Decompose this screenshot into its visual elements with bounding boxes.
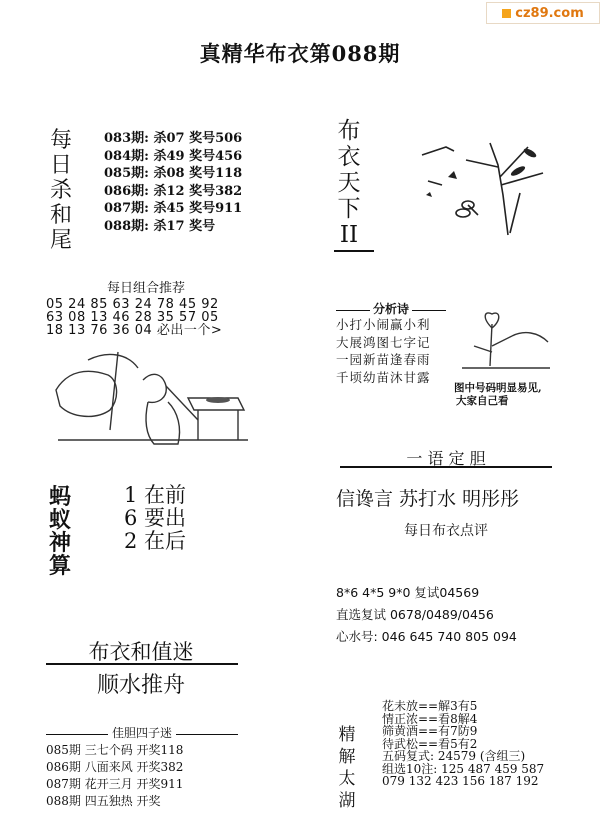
review-list bbox=[336, 582, 517, 648]
jingjie-row: 组选10注: 125 487 459 587 bbox=[382, 761, 545, 776]
poem-row: 小打小闹赢小利 bbox=[336, 317, 431, 332]
buyi-tianxia-label bbox=[336, 118, 362, 248]
ant-label bbox=[46, 486, 74, 578]
review-line: 心水号: 046 645 740 805 094 bbox=[336, 629, 517, 644]
poem-row: 一园新苗逢春雨 bbox=[336, 352, 431, 367]
jingjie-label-char: 解 bbox=[338, 747, 356, 767]
combo-heading-text: 每日组合推荐 bbox=[103, 281, 189, 296]
kill-label-char: 和 bbox=[49, 203, 72, 228]
page-title: 真精华布衣第088期 bbox=[199, 41, 401, 66]
ant-label-char: 算 bbox=[48, 553, 71, 579]
kill-row: 087期: 杀45 奖号911 bbox=[104, 201, 243, 216]
kill-row: 088期: 杀17 奖号 bbox=[104, 218, 216, 234]
four-char-row: 088期 四五独热 开奖 bbox=[46, 794, 161, 808]
yiyu-sentence: 信谗言 苏打水 明彤彤 bbox=[336, 488, 520, 510]
ant-row: 6 要出 bbox=[124, 506, 187, 530]
poem-row: 千顷幼苗沐甘露 bbox=[336, 369, 431, 385]
four-char-heading-text: 佳胆四子迷 bbox=[108, 726, 176, 740]
sage-sketch-image bbox=[48, 340, 248, 450]
jingjie-row: 079 132 423 156 187 192 bbox=[382, 774, 539, 788]
ant-label-char: 蚂 bbox=[48, 484, 71, 510]
jingjie-row: 情正浓==看8解4 bbox=[382, 711, 478, 726]
poem-heading-text: 分析诗 bbox=[370, 302, 412, 316]
site-watermark bbox=[486, 2, 600, 24]
buyi-tianxia-char: 布 bbox=[337, 118, 361, 144]
divider bbox=[46, 663, 238, 665]
combo-heading bbox=[46, 276, 246, 296]
kill-label-char: 每 bbox=[49, 128, 72, 153]
review-line: 8*6 4*5 9*0 复试04569 bbox=[336, 585, 480, 600]
jingjie-row: 花未放==解3有5 bbox=[382, 699, 478, 713]
combo-row: 18 13 76 36 04 必出一个> bbox=[46, 323, 223, 338]
combo-grid bbox=[46, 298, 222, 337]
poem-note-line: 图中号码明显易见, bbox=[454, 382, 542, 394]
kill-label-char: 日 bbox=[49, 153, 72, 178]
four-char-row: 087期 花开三月 开奖911 bbox=[46, 777, 184, 791]
watermark-square-icon bbox=[502, 9, 511, 18]
kill-row: 086期: 杀12 奖号382 bbox=[104, 183, 243, 199]
watermark-text: cz89.com bbox=[515, 5, 584, 21]
kill-row: 084期: 杀49 奖号456 bbox=[104, 148, 243, 164]
ant-label-char: 蚁 bbox=[48, 507, 71, 533]
kill-row: 083期: 杀07 奖号506 bbox=[104, 131, 243, 146]
jingjie-label-char: 湖 bbox=[338, 791, 356, 811]
combo-row: 63 08 13 46 28 35 57 05 bbox=[46, 310, 219, 325]
jingjie-list bbox=[382, 700, 544, 788]
buyi-tianxia-char: 下 bbox=[337, 196, 361, 222]
buyi-tianxia-char: 天 bbox=[337, 170, 361, 196]
branch-sketch-image bbox=[408, 125, 558, 245]
ant-row: 1 在前 bbox=[124, 483, 187, 507]
poem-heading bbox=[336, 300, 446, 317]
poem-list bbox=[336, 316, 431, 386]
yiyu-sub: 每日布衣点评 bbox=[404, 523, 488, 539]
buyi-mi-phrase: 顺水推舟 bbox=[96, 673, 185, 698]
four-char-list bbox=[46, 742, 183, 810]
kill-list bbox=[104, 130, 242, 235]
review-line: 直选复试 0678/0489/0456 bbox=[336, 607, 494, 622]
ant-row: 2 在后 bbox=[124, 529, 187, 553]
plant-sketch-image bbox=[462, 306, 552, 376]
divider bbox=[340, 466, 552, 468]
kill-label bbox=[48, 128, 74, 253]
kill-label-char: 杀 bbox=[49, 178, 72, 203]
kill-label-char: 尾 bbox=[49, 228, 72, 253]
four-char-row: 085期 三七个码 开奖118 bbox=[46, 743, 184, 757]
yiyu-heading: 一 语 定 胆 bbox=[406, 449, 486, 468]
poem-row: 大展鸿图七字记 bbox=[336, 334, 431, 350]
poem-note bbox=[454, 382, 542, 408]
buyi-tianxia-char: 衣 bbox=[337, 144, 361, 170]
jingjie-label-char: 太 bbox=[338, 769, 356, 789]
combo-row: 05 24 85 63 24 78 45 92 bbox=[46, 297, 219, 312]
buyi-mi-heading: 布衣和值迷 bbox=[88, 640, 194, 664]
poem-note-line: 大家自己看 bbox=[456, 395, 509, 407]
four-char-row: 086期 八面来风 开奖382 bbox=[46, 760, 184, 774]
ant-list bbox=[124, 484, 186, 553]
buyi-tianxia-char: II bbox=[339, 222, 359, 248]
jingjie-row: 待武松==看5有2 bbox=[382, 736, 478, 751]
ant-label-char: 神 bbox=[48, 530, 71, 556]
four-char-heading bbox=[46, 724, 238, 741]
jingjie-row: 筛黄酒==有7防9 bbox=[382, 724, 478, 738]
jingjie-row: 五码复式: 24579 (含组三) bbox=[382, 749, 526, 763]
jingjie-label bbox=[334, 724, 360, 812]
divider bbox=[334, 250, 374, 252]
kill-row: 085期: 杀08 奖号118 bbox=[104, 166, 243, 181]
jingjie-label-char: 精 bbox=[338, 725, 356, 745]
